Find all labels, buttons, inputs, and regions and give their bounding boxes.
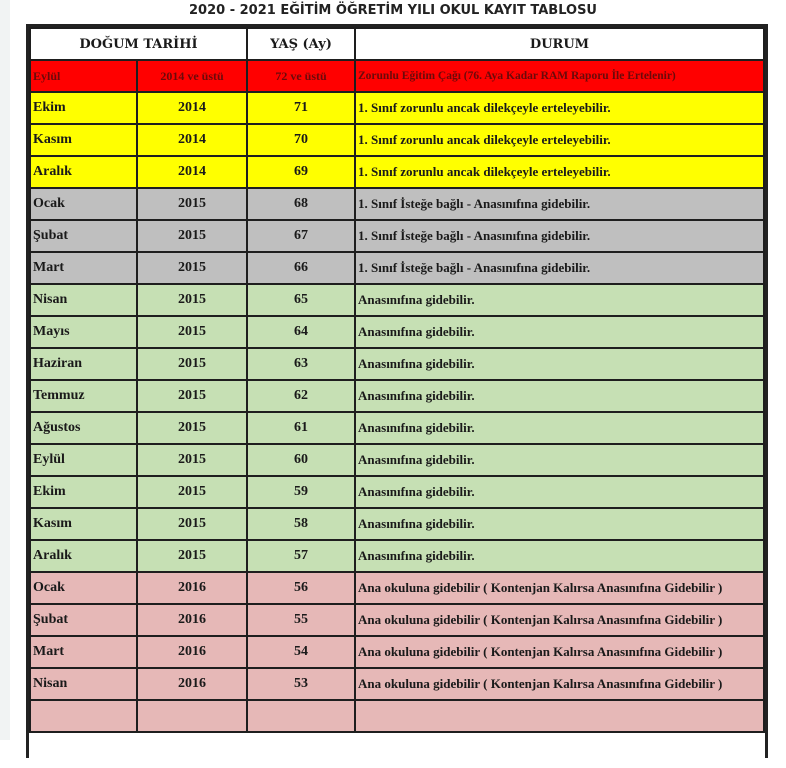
cell-age: 67 [247,220,355,252]
cell-year: 2016 [137,604,247,636]
cell-age: 69 [247,156,355,188]
cell-age: 62 [247,380,355,412]
cell-month: Kasım [30,508,137,540]
cell-status: 1. Sınıf zorunlu ancak dilekçeyle erteleyebilir. [355,124,764,156]
table-row [30,444,764,476]
cell-age: 63 [247,348,355,380]
cell-status: Zorunlu Eğitim Çağı (76. Aya Kadar RAM Raporu İle Ertelenir) [355,60,764,92]
cell-status [355,700,764,732]
cell-month: Haziran [30,348,137,380]
cell-age: 68 [247,188,355,220]
cell-year: 2015 [137,476,247,508]
cell-status: Anasınıfına gidebilir. [355,412,764,444]
cell-age: 56 [247,572,355,604]
table-row [30,508,764,540]
cell-month: Ocak [30,188,137,220]
table-row [30,124,764,156]
page-title: 2020 - 2021 EĞİTİM ÖĞRETİM YILI OKUL KAYIT TABLOSU [189,3,597,18]
header-birth-date: DOĞUM TARİHİ [30,28,247,60]
table-row [30,60,764,92]
table-row [30,572,764,604]
cell-status: Anasınıfına gidebilir. [355,476,764,508]
table-row [30,156,764,188]
cell-status: Anasınıfına gidebilir. [355,316,764,348]
cell-status: Anasınıfına gidebilir. [355,444,764,476]
cell-status: Anasınıfına gidebilir. [355,508,764,540]
cell-status: Anasınıfına gidebilir. [355,380,764,412]
cell-status: Ana okuluna gidebilir ( Kontenjan Kalırsa Anasınıfına Gidebilir ) [355,604,764,636]
cell-age: 53 [247,668,355,700]
cell-year: 2014 [137,92,247,124]
table-row [30,220,764,252]
table-row [30,412,764,444]
cell-year: 2015 [137,220,247,252]
cell-month: Nisan [30,284,137,316]
cell-status: Ana okuluna gidebilir ( Kontenjan Kalırsa Anasınıfına Gidebilir ) [355,572,764,604]
cell-age: 61 [247,412,355,444]
cell-year: 2015 [137,380,247,412]
cell-year: 2016 [137,668,247,700]
cell-month: Ekim [30,476,137,508]
table-row [30,604,764,636]
cell-age: 59 [247,476,355,508]
cell-year: 2016 [137,572,247,604]
table-row [30,668,764,700]
cell-status: 1. Sınıf İsteğe bağlı - Anasınıfına gidebilir. [355,188,764,220]
cell-age: 57 [247,540,355,572]
cell-status: Anasınıfına gidebilir. [355,348,764,380]
table-row [30,700,764,732]
cell-status: Anasınıfına gidebilir. [355,284,764,316]
table-row [30,636,764,668]
cell-year: 2014 [137,124,247,156]
table-row [30,188,764,220]
table-row [30,316,764,348]
cell-month: Temmuz [30,380,137,412]
table-row [30,284,764,316]
cell-month: Ocak [30,572,137,604]
table-header-row [30,28,764,60]
cell-year: 2015 [137,188,247,220]
cell-year [137,700,247,732]
cell-year: 2015 [137,284,247,316]
cell-month: Şubat [30,220,137,252]
cell-status: Ana okuluna gidebilir ( Kontenjan Kalırsa Anasınıfına Gidebilir ) [355,668,764,700]
table-row [30,252,764,284]
cell-month: Mayıs [30,316,137,348]
cell-year: 2015 [137,252,247,284]
cell-year: 2015 [137,540,247,572]
table-row [30,348,764,380]
cell-month: Kasım [30,124,137,156]
table-row [30,476,764,508]
header-status: DURUM [355,28,764,60]
cell-age: 72 ve üstü [247,60,355,92]
cell-status: 1. Sınıf zorunlu ancak dilekçeyle erteleyebilir. [355,92,764,124]
cell-year: 2015 [137,348,247,380]
registration-table [29,27,765,733]
cell-year: 2014 [137,156,247,188]
cell-month: Ağustos [30,412,137,444]
cell-status: Ana okuluna gidebilir ( Kontenjan Kalırsa Anasınıfına Gidebilir ) [355,636,764,668]
cell-year: 2015 [137,444,247,476]
cell-age: 65 [247,284,355,316]
cell-age: 58 [247,508,355,540]
cell-age: 71 [247,92,355,124]
cell-age: 64 [247,316,355,348]
cell-month: Eylül [30,60,137,92]
cell-status: 1. Sınıf İsteğe bağlı - Anasınıfına gidebilir. [355,220,764,252]
cell-status: Anasınıfına gidebilir. [355,540,764,572]
cell-age: 60 [247,444,355,476]
table-row [30,380,764,412]
cell-status: 1. Sınıf zorunlu ancak dilekçeyle erteleyebilir. [355,156,764,188]
cell-month: Ekim [30,92,137,124]
header-age: YAŞ (Ay) [247,28,355,60]
cell-year: 2015 [137,508,247,540]
table-row [30,540,764,572]
cell-age: 66 [247,252,355,284]
cell-status: 1. Sınıf İsteğe bağlı - Anasınıfına gidebilir. [355,252,764,284]
cell-year: 2015 [137,316,247,348]
cell-year: 2016 [137,636,247,668]
cell-year: 2015 [137,412,247,444]
cell-month: Aralık [30,540,137,572]
cell-age: 70 [247,124,355,156]
registration-table-wrapper [26,24,768,758]
cell-month: Mart [30,252,137,284]
cell-month: Eylül [30,444,137,476]
cell-month: Aralık [30,156,137,188]
cell-month: Nisan [30,668,137,700]
cell-age: 55 [247,604,355,636]
table-body [30,60,764,732]
cell-month: Mart [30,636,137,668]
cell-month [30,700,137,732]
cell-year: 2014 ve üstü [137,60,247,92]
cell-age [247,700,355,732]
table-row [30,92,764,124]
cell-age: 54 [247,636,355,668]
page-edge [0,0,10,740]
cell-month: Şubat [30,604,137,636]
